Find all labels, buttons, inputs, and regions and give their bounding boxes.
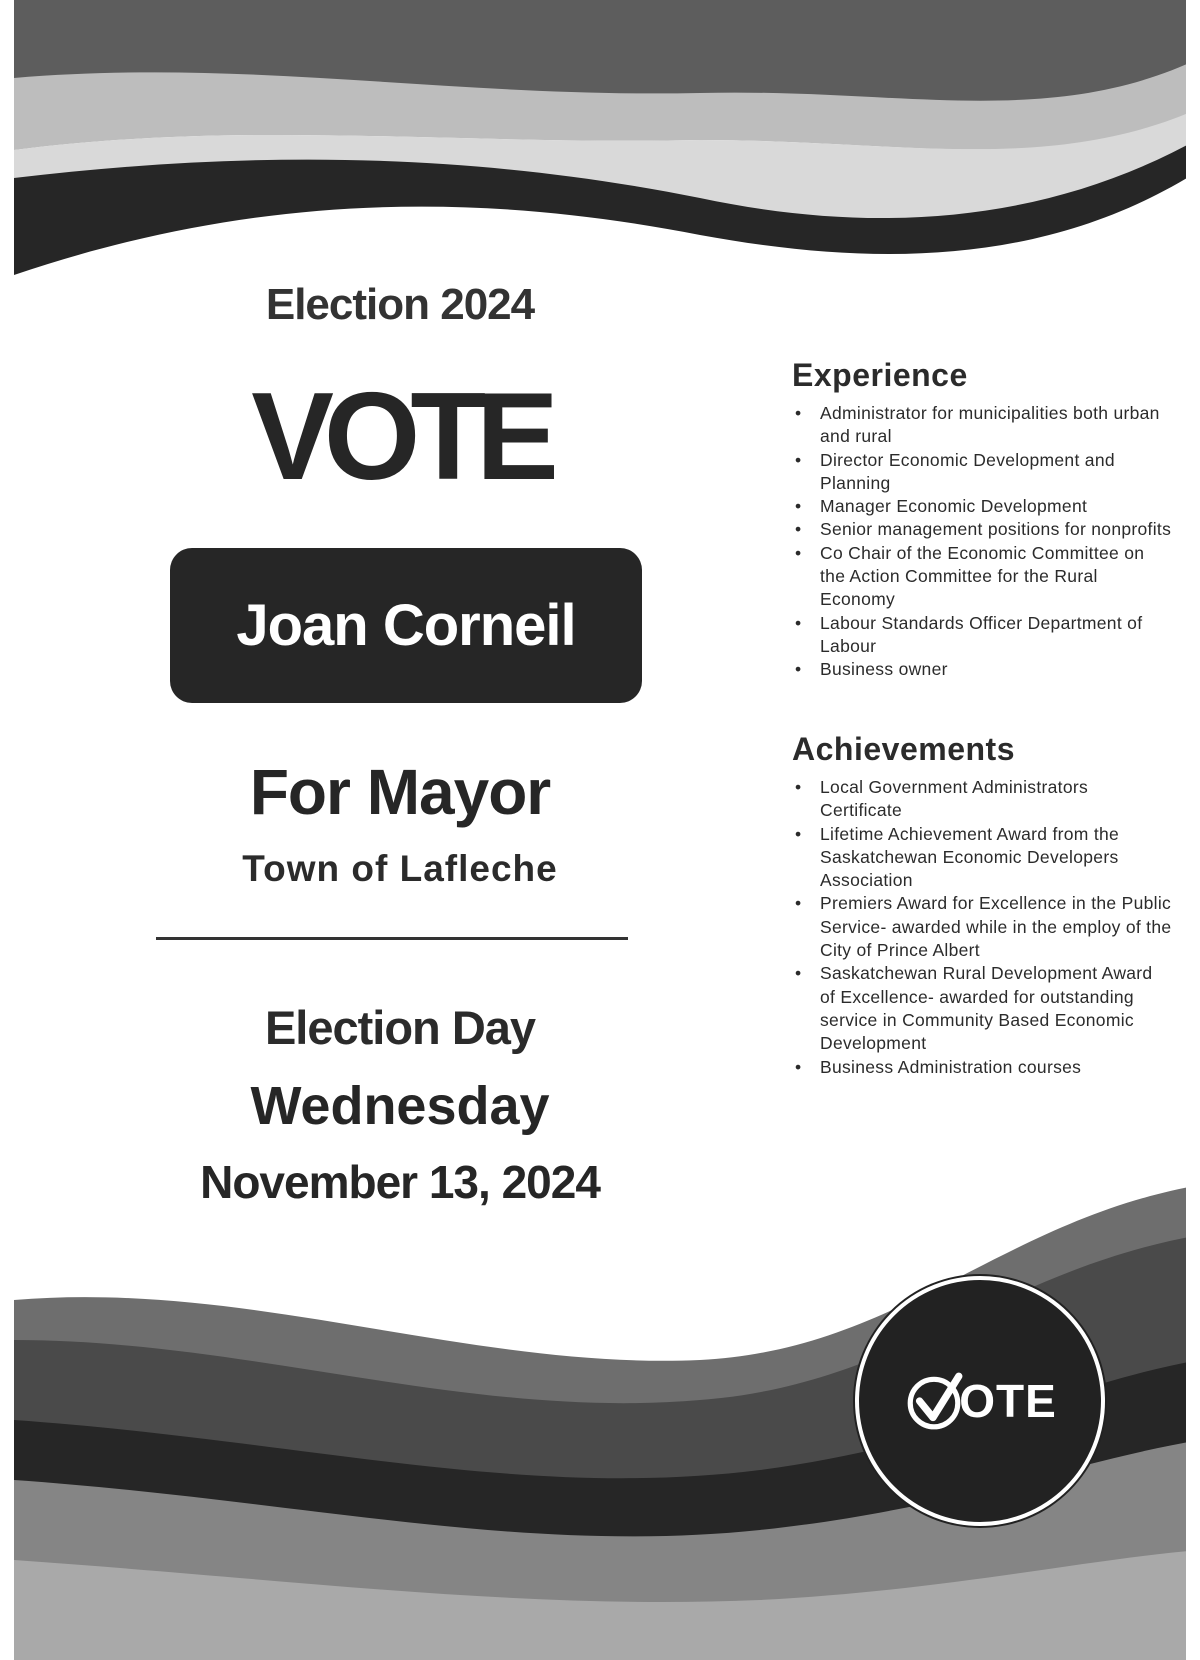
list-item: • Director Economic Development and Planning xyxy=(820,449,1172,496)
badge-text: OTE xyxy=(959,1375,1057,1427)
list-item: • Premiers Award for Excellence in the Public Service- awarded while in the employ of the City of Prince Albert xyxy=(820,892,1172,962)
election-weekday: Wednesday xyxy=(250,1076,550,1136)
candidate-name: Joan Corneil xyxy=(236,593,576,658)
vote-badge-label xyxy=(903,1370,1057,1432)
experience-title: Experience xyxy=(792,357,968,393)
list-item: • Lifetime Achievement Award from the Saskatchewan Economic Developers Association xyxy=(820,823,1172,893)
list-item: • Administrator for municipalities both urban and rural xyxy=(820,402,1172,449)
list-item: • Co Chair of the Economic Committee on the Action Committee for the Rural Economy xyxy=(820,542,1172,612)
list-item: • Business owner xyxy=(820,658,1172,681)
list-item: • Labour Standards Officer Department of Labour xyxy=(820,612,1172,659)
list-item: • Saskatchewan Rural Development Award of Excellence- awarded for outstanding service in Community Based Economic Development xyxy=(820,962,1172,1055)
town-name: Town of Lafleche xyxy=(242,848,558,889)
list-item: • Business Administration courses xyxy=(820,1056,1172,1079)
achievements-section xyxy=(792,731,1172,1079)
list-item: • Local Government Administrators Certificate xyxy=(820,776,1172,823)
list-item: • Manager Economic Development xyxy=(820,495,1172,518)
vote-title: VOTE xyxy=(251,368,549,506)
vote-badge xyxy=(855,1276,1105,1526)
election-year-heading: Election 2024 xyxy=(265,280,535,329)
list-item: • Senior management positions for nonprofits xyxy=(820,518,1172,541)
achievements-title: Achievements xyxy=(792,731,1015,767)
divider xyxy=(156,937,628,940)
election-date: November 13, 2024 xyxy=(200,1156,600,1208)
achievements-list xyxy=(792,776,1172,1079)
experience-list xyxy=(792,402,1172,682)
check-v-icon xyxy=(903,1370,965,1432)
office-title: For Mayor xyxy=(249,756,551,828)
candidate-name-box xyxy=(170,548,642,703)
election-day-label: Election Day xyxy=(264,1001,536,1054)
experience-section xyxy=(792,357,1172,682)
